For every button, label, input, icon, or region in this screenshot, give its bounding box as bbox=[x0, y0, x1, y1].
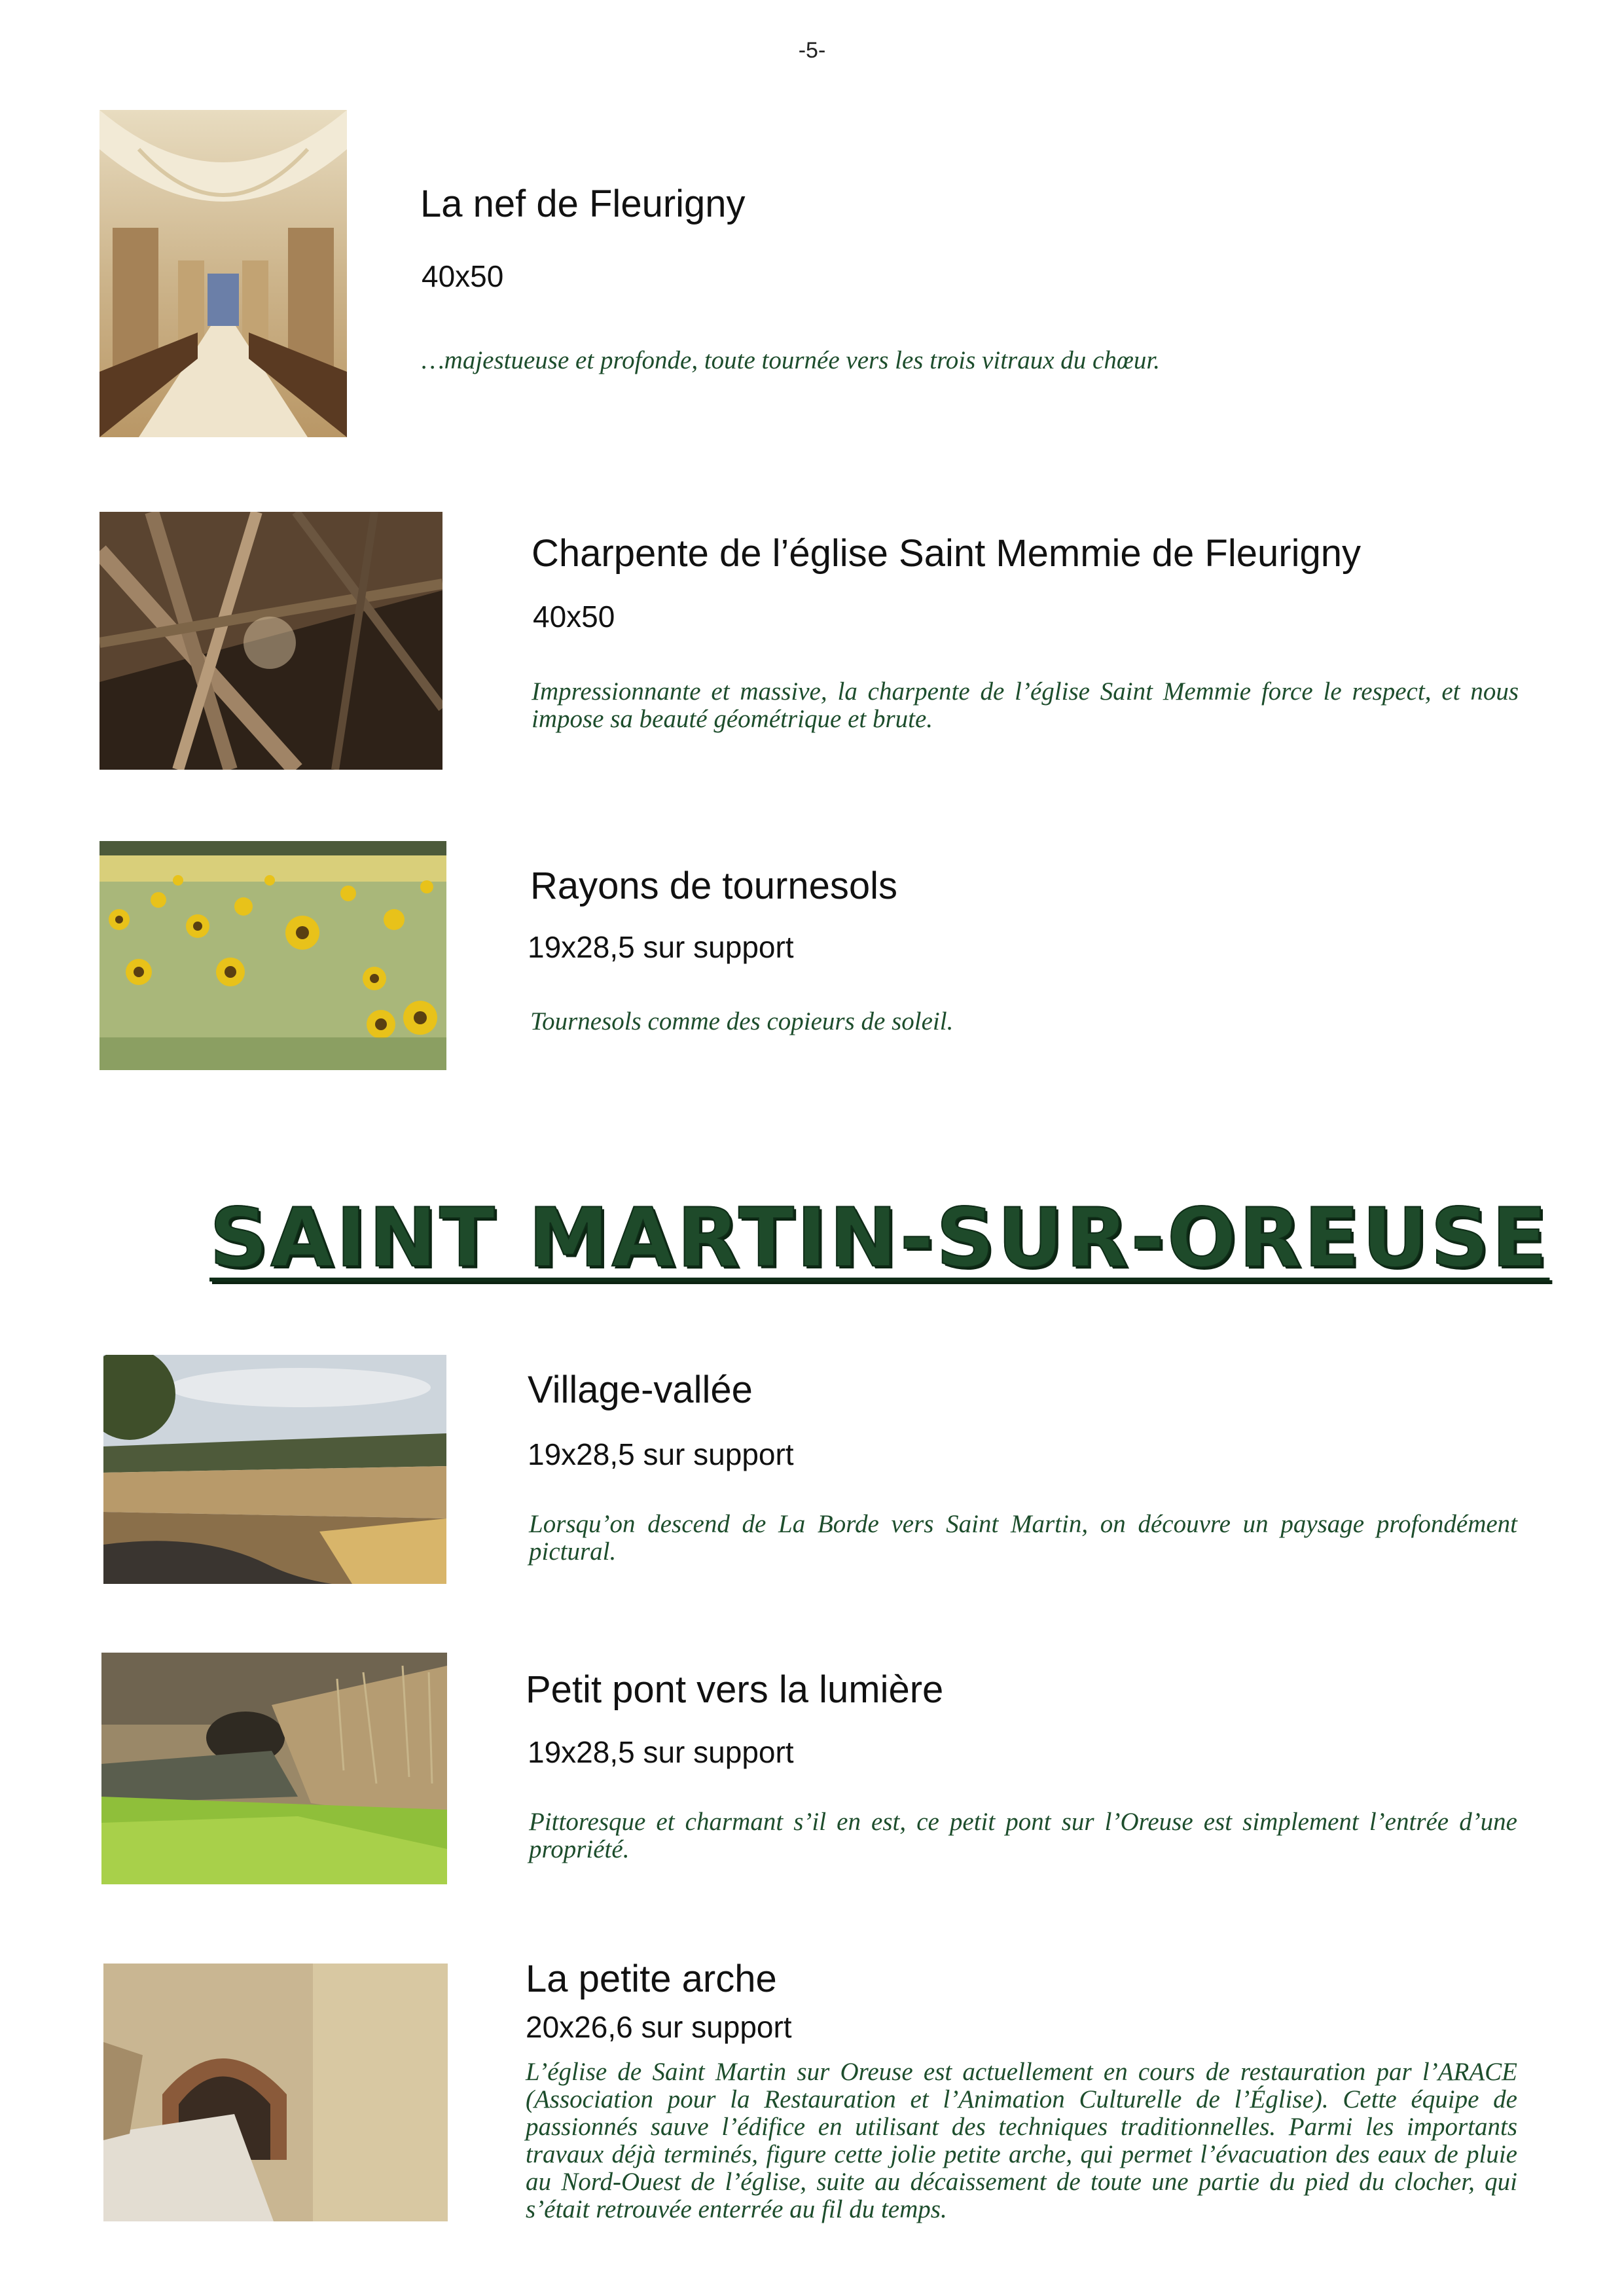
item-description: …majestueuse et profonde, toute tournée vers les trois vitraux du chœur. bbox=[422, 346, 1160, 374]
item-description: Impressionnante et massive, la charpente de l’église Saint Memmie force le respect, et nous impose sa beauté géométrique et brute. bbox=[532, 677, 1519, 733]
sunflower-field-photo bbox=[99, 841, 446, 1070]
church-nave-photo bbox=[99, 110, 347, 437]
item-size: 20x26,6 sur support bbox=[526, 2010, 792, 2044]
item-title: Village-vallée bbox=[528, 1369, 753, 1411]
small-bridge-photo bbox=[101, 1653, 447, 1884]
stone-arch-photo bbox=[103, 1964, 448, 2221]
item-size: 19x28,5 sur support bbox=[528, 1437, 794, 1471]
roof-timber-photo bbox=[99, 512, 442, 770]
item-size: 19x28,5 sur support bbox=[528, 930, 794, 964]
item-description: Lorsqu’on descend de La Borde vers Saint Martin, on découvre un paysage profondément pictural. bbox=[529, 1510, 1517, 1566]
item-size: 40x50 bbox=[533, 600, 615, 634]
item-title: Petit pont vers la lumière bbox=[526, 1668, 944, 1711]
item-title: La nef de Fleurigny bbox=[420, 183, 746, 225]
item-description: Pittoresque et charmant s’il en est, ce petit pont sur l’Oreuse est simplement l’entrée d’une propriété. bbox=[529, 1808, 1517, 1863]
item-title: La petite arche bbox=[526, 1958, 777, 2000]
item-size: 19x28,5 sur support bbox=[528, 1735, 794, 1769]
item-description: Tournesols comme des copieurs de soleil. bbox=[530, 1007, 954, 1035]
item-title: Charpente de l’église Saint Memmie de Fleurigny bbox=[532, 532, 1361, 575]
item-size: 40x50 bbox=[422, 259, 504, 293]
item-title: Rayons de tournesols bbox=[530, 865, 897, 907]
section-heading: SAINT MARTIN-SUR-OREUSE bbox=[209, 1191, 1550, 1285]
page-number: -5- bbox=[798, 38, 826, 63]
valley-landscape-photo bbox=[103, 1355, 446, 1584]
item-description: L’église de Saint Martin sur Oreuse est actuellement en cours de restauration par l’ARACE (Association pour la Restauration et l’Animation Culturelle de l’Église). Cette équipe de passionnés sauve l’édifice en utilisant des techniques traditionnelles. Parmi les importants travaux déjà terminés, figure cette jolie petite arche, qui permet l’évacuation des eaux de pluie au Nord-Ouest de l’église, suite au décaissement de toute une partie du pied du clocher, qui s’était retrouvée enterrée au fil du temps. bbox=[526, 2058, 1517, 2223]
